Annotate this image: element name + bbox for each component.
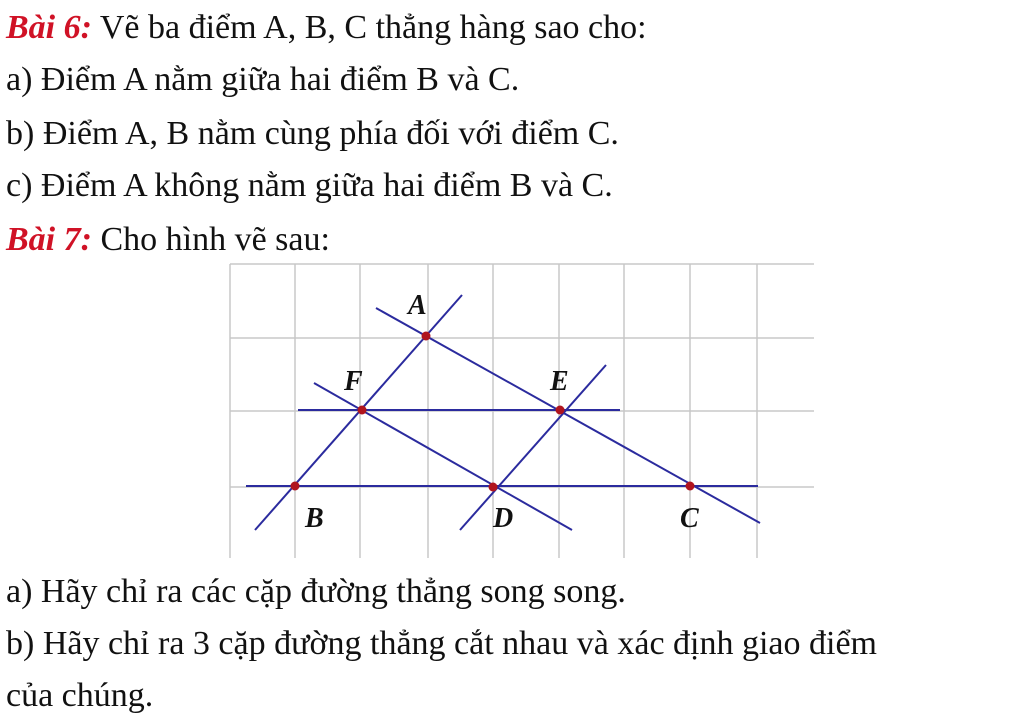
exercise-7-question-a: a) Hãy chỉ ra các cặp đường thẳng song song.	[6, 573, 626, 610]
label-c: C	[680, 503, 699, 534]
exercise-6-prompt: Vẽ ba điểm A, B, C thẳng hàng sao cho:	[91, 9, 647, 46]
exercise-6-item-b: b) Điểm A, B nằm cùng phía đối với điểm C.	[6, 115, 619, 152]
line-fd	[314, 383, 572, 530]
point-e	[556, 406, 565, 415]
label-b: B	[305, 503, 324, 534]
point-a	[422, 332, 431, 341]
point-b	[291, 482, 300, 491]
exercise-7-question-b-cont: của chúng.	[6, 677, 154, 714]
label-f: F	[344, 366, 363, 397]
exercise-7-label: Bài 7:	[6, 221, 92, 258]
label-e: E	[550, 366, 569, 397]
line-ac	[376, 308, 760, 523]
point-c	[686, 482, 695, 491]
exercise-6-label: Bài 6:	[6, 9, 92, 46]
exercise-7-question-b: b) Hãy chỉ ra 3 cặp đường thẳng cắt nhau và xác định giao điểm	[6, 625, 878, 662]
label-a: A	[408, 290, 427, 321]
exercise-7-prompt: Cho hình vẽ sau:	[91, 221, 330, 258]
exercise-6-item-a: a) Điểm A nằm giữa hai điểm B và C.	[6, 61, 520, 98]
label-d: D	[493, 503, 514, 534]
point-d	[489, 483, 498, 492]
line-dfe	[460, 365, 606, 530]
exercise-6-item-c: c) Điểm A không nằm giữa hai điểm B và C.	[6, 167, 613, 204]
point-f	[358, 406, 367, 415]
lines	[246, 295, 760, 530]
